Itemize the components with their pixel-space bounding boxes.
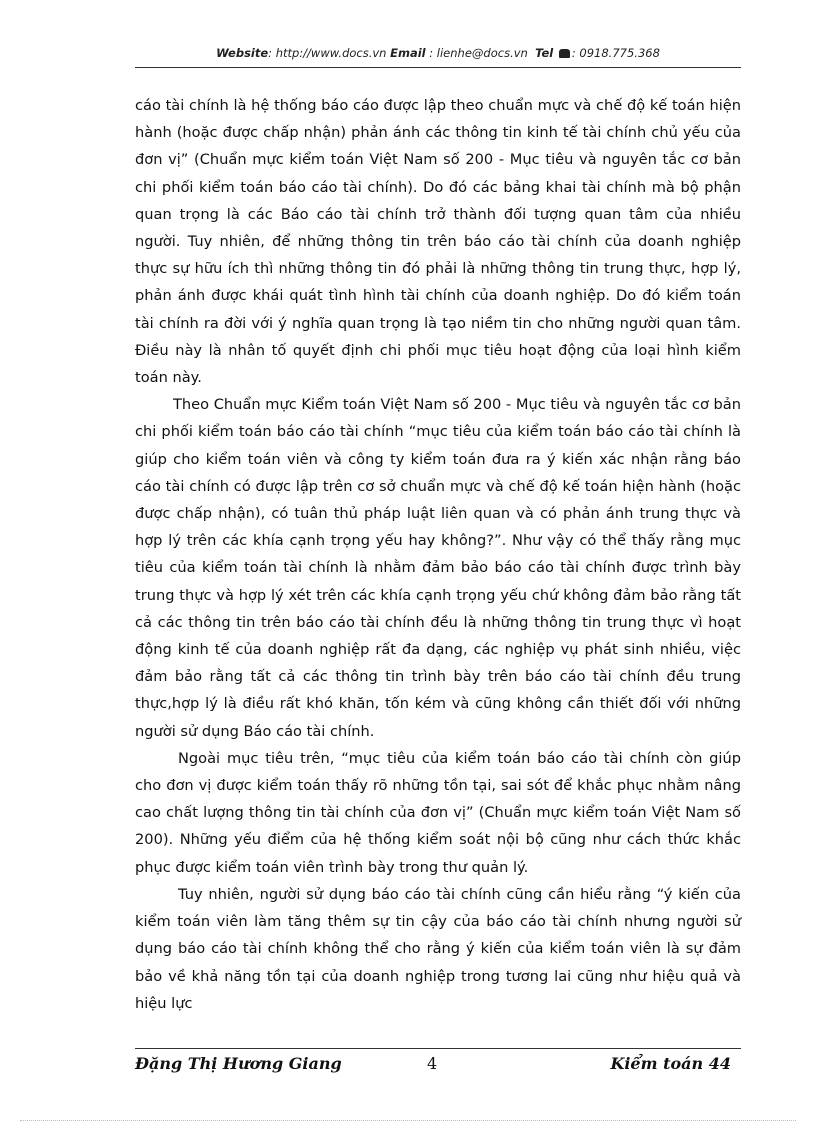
tel-value: : 0918.775.368 (571, 46, 660, 60)
footer-course: Kiểm toán 44 (610, 1054, 731, 1073)
page-footer (135, 1054, 741, 1078)
paragraph: Tuy nhiên, người sử dụng báo cáo tài chính cũng cần hiểu rằng “ý kiến của kiểm toán viên làm tăng thêm sự tin cậy của báo cáo tài chính nhưng người sử dụng báo cáo tài chính không thể cho rằng ý kiến của kiểm toán viên là sự đảm bảo về khả năng tồn tại của doanh nghiệp trong tương lai cũng như hiệu quả và hiệu lực (135, 885, 741, 1012)
body-text (135, 92, 741, 1017)
website-value: : http://www.docs.vn (268, 46, 387, 60)
footer-divider (135, 1048, 741, 1049)
footer-author: Đặng Thị Hương Giang (135, 1054, 342, 1073)
tel-label: Tel (535, 46, 554, 60)
email-value: : lienhe@docs.vn (425, 46, 528, 60)
paragraph: cáo tài chính là hệ thống báo cáo được lập theo chuẩn mực và chế độ kế toán hiện hành (hoặc được chấp nhận) phản ánh các thông tin kinh tế tài chính chủ yếu của đơn vị” (Chuẩn mực kiểm toán Việt Nam số 200 - Mục tiêu và nguyên tắc cơ bản chi phối kiểm toán báo cáo tài chính). Do đó các bảng khai tài chính mà bộ phận quan trọng là các Báo cáo tài chính trở thành đối tượng quan tâm của nhiều người. Tuy nhiên, để những thông tin trên báo cáo tài chính của doanh nghiệp thực sự hữu ích thì những thông tin đó phải là những thông tin trung thực, hợp lý, phản ánh được khái quát tình hình tài chính của doanh nghiệp. Do đó kiểm toán tài chính ra đời với ý nghĩa quan trọng là tạo niềm tin cho những người quan tâm. Điều này là nhân tố quyết định chi phối mục tiêu hoạt động của loại hình kiểm toán này. (135, 97, 741, 387)
email-label: Email (390, 46, 426, 60)
phone-icon (559, 49, 570, 58)
page-number: 4 (427, 1054, 438, 1073)
paragraph: Theo Chuẩn mực Kiểm toán Việt Nam số 200 - Mục tiêu và nguyên tắc cơ bản chi phối kiểm toán báo cáo tài chính “mục tiêu của kiểm toán báo cáo tài chính là giúp cho kiểm toán viên và công ty kiểm toán đưa ra ý kiến xác nhận rằng báo cáo tài chính có được lập trên cơ sở chuẩn mực và chế độ kế toán hiện hành (hoặc được chấp nhận), có tuân thủ pháp luật liên quan và có phản ánh trung thực và hợp lý trên các khía cạnh trọng yếu hay không?”. Như vậy có thể thấy rằng mục tiêu của kiểm toán tài chính là nhằm đảm bảo báo cáo tài chính được trình bày trung thực và hợp lý xét trên các khía cạnh trọng yếu chứ không đảm bảo rằng tất cả các thông tin trên báo cáo tài chính đều là những thông tin trung thực vì hoạt động kinh tế của doanh nghiệp rất đa dạng, các nghiệp vụ phát sinh nhiều, việc đảm bảo rằng tất cả các thông tin trình bày trên báo cáo tài chính đều trung thực,hợp lý là điều rất khó khăn, tốn kém và cũng không cần thiết đối với những người sử dụng Báo cáo tài chính. (135, 396, 741, 740)
header-divider (135, 67, 741, 68)
website-label: Website (216, 46, 269, 60)
page-header (135, 46, 741, 60)
page-bottom-border (20, 1120, 796, 1121)
paragraph: Ngoài mục tiêu trên, “mục tiêu của kiểm toán báo cáo tài chính còn giúp cho đơn vị được kiểm toán thấy rõ những tồn tại, sai sót để khắc phục nhằm nâng cao chất lượng thông tin tài chính của đơn vị” (Chuẩn mực kiểm toán Việt Nam số 200). Những yếu điểm của hệ thống kiểm soát nội bộ cũng như cách thức khắc phục được kiểm toán viên trình bày trong thư quản lý. (135, 749, 741, 876)
